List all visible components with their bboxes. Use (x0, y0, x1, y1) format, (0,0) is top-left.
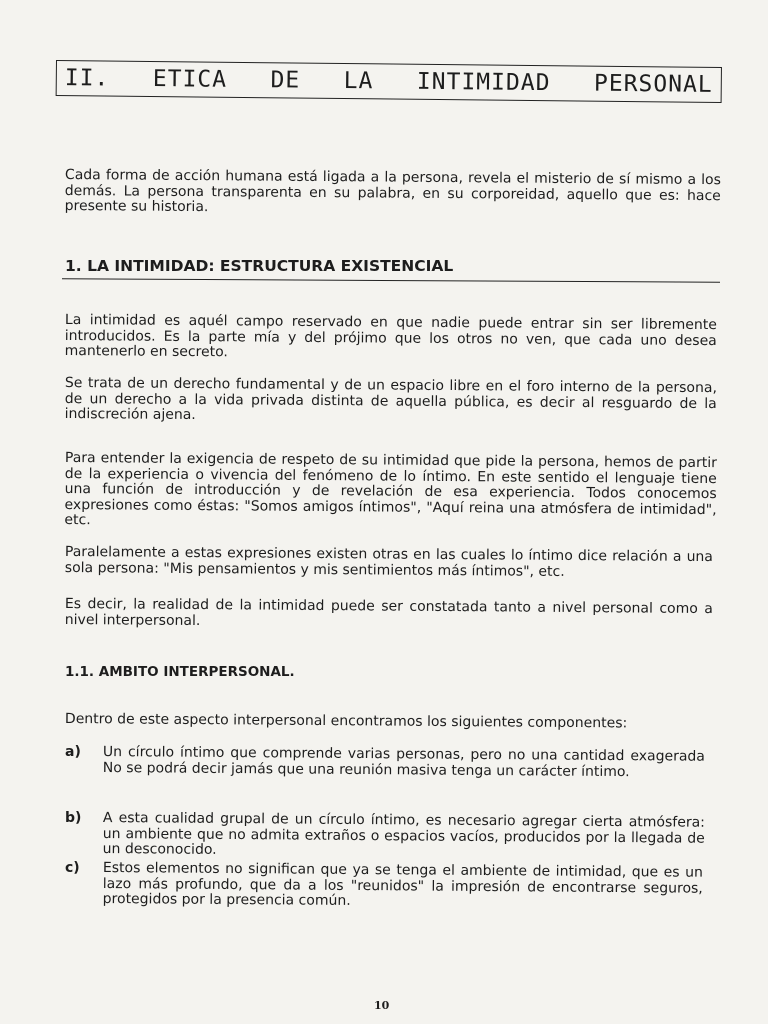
chapter-word: II. (64, 65, 110, 92)
subsection-intro: Dentro de este aspecto interpersonal encontramos los siguientes componentes: (64, 711, 628, 732)
paragraph-1: La intimidad es aquél campo reservado en que nadie puede entrar sin ser libremente introducidos. Es la parte mía y del prójimo que los otros no ven, que cada uno desea mantenerlo en secreto. (64, 312, 717, 361)
list-item-c: Estos elementos no significan que ya se tenga el ambiente de intimidad, que es un lazo más profundo, que da a los "reunidos" la impresión de encontrarse seguros, protegidos por la presencia común. (102, 860, 703, 909)
paragraph-3: Para entender la exigencia de respeto de su intimidad que pide la persona, hemos de partir de la experiencia o vivencia del fenómeno de lo íntimo. En este sentido el lenguaje tiene una función de introducción y de revelación de esa experiencia. Todos conocemos expresiones como éstas: "Somos amigos íntimos", "Aquí reina una atmósfera de intimidad", etc. (64, 450, 717, 529)
list-item-a: Un círculo íntimo que comprende varias personas, pero no una cantidad exagerada No se podrá decir jamás que una reunión masiva tenga un carácter íntimo. (102, 744, 705, 780)
chapter-word: ETICA (152, 66, 228, 93)
chapter-word: INTIMIDAD (416, 68, 551, 97)
chapter-word: DE (270, 67, 301, 94)
paragraph-2: Se trata de un derecho fundamental y de un espacio libre en el foro interno de la persona, de un derecho a la vida privada distinta de aquella pública, es decir al resguardo de la indiscreción ajena. (64, 375, 717, 424)
list-marker-c: c) (65, 860, 80, 876)
chapter-word: PERSONAL (593, 70, 713, 98)
section-heading: 1. LA INTIMIDAD: ESTRUCTURA EXISTENCIAL (65, 257, 454, 275)
page-number: 10 (374, 999, 390, 1012)
chapter-word: LA (343, 68, 374, 95)
list-item-b: A esta cualidad grupal de un círculo íntimo, es necesario agregar cierta atmósfera: un ambiente que no admita extraños o espacios vacíos, producidos por la llegada de un desconocido. (102, 810, 705, 858)
chapter-title (65, 63, 713, 100)
list-marker-a: a) (65, 744, 81, 760)
subsection-heading: 1.1. AMBITO INTERPERSONAL. (65, 664, 295, 680)
paragraph-4: Paralelamente a estas expresiones existen otras en las cuales lo íntimo dice relación a una sola persona: "Mis pensamientos y mis sentimientos más íntimos", etc. (64, 544, 713, 580)
section-divider (62, 278, 720, 282)
chapter-title-box (56, 60, 722, 103)
paragraph-5: Es decir, la realidad de la intimidad puede ser constatada tanto a nivel personal como a nivel interpersonal. (64, 596, 713, 629)
intro-paragraph: Cada forma de acción humana está ligada a la persona, revela el misterio de sí mismo a los demás. La persona transparenta en su palabra, en su corporeidad, aquello que es: hace presente su historia. (64, 167, 721, 216)
list-marker-b: b) (65, 810, 82, 826)
